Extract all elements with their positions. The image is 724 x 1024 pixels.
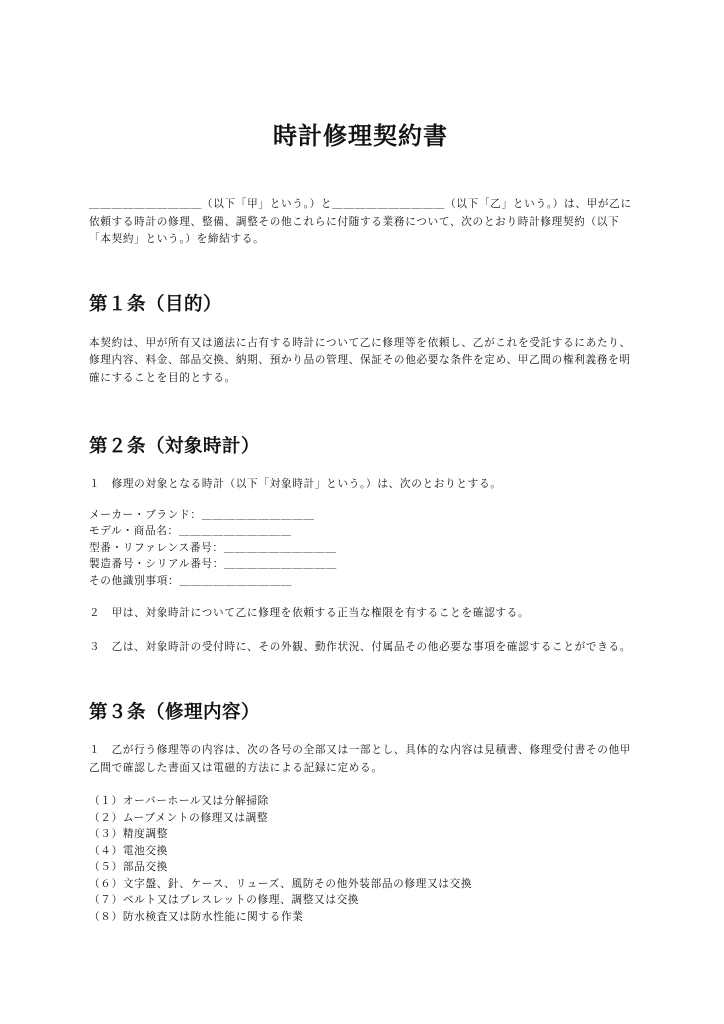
article-3-section [89,701,632,925]
list-item: （４）電池交換 [89,844,169,857]
list-item: （３）精度調整 [89,828,169,840]
field-serial-number: 製造番号・シリアル番号：＿＿＿＿＿＿＿＿＿＿ [89,558,338,570]
field-other-identification: その他識別事項：＿＿＿＿＿＿＿＿＿＿ [89,574,293,587]
article-2-paragraph-1: １ 修理の対象となる時計（以下「対象時計」という。）は、次のとおりとする。 [89,478,502,490]
article-3-paragraph-1: １ 乙が行う修理等の内容は、次の各号の全部又は一部とし、具体的な内容は見積書、修理受付書その他甲乙間で確認した書面又は電磁的方法による記録に定める。 [89,744,632,774]
list-item: （２）ムーブメントの修理又は調整 [89,811,269,824]
list-item: （８）防水検査又は防水性能に関する作業 [89,910,304,923]
list-item: （５）部品交換 [89,861,169,873]
article-2-paragraph-3: ３ 乙は、対象時計の受付時に、その外観、動作状況、付属品その他必要な事項を確認することができる。 [89,640,632,653]
article-1-section [89,293,632,388]
list-item: （１）オーバーホール又は分解掃除 [89,795,269,807]
document-title: 時計修理契約書 [273,122,448,150]
field-maker-brand: メーカー・ブランド：＿＿＿＿＿＿＿＿＿＿ [89,508,315,521]
article-2-heading: 第２条（対象時計） [89,436,261,457]
field-reference-number: 型番・リファレンス番号：＿＿＿＿＿＿＿＿＿＿ [89,541,337,554]
article-3-heading: 第３条（修理内容） [89,702,261,723]
article-1-heading: 第１条（目的） [89,293,223,315]
preamble-paragraph: ＿＿＿＿＿＿＿＿＿＿（以下「甲」という。）と＿＿＿＿＿＿＿＿＿＿（以下「乙」という。）は、甲が乙に依頼する時計の修理、整備、調整その他これらに付随する業務について、次のとおり時計修理契約（以下「本契約」という。）を締結する。 [89,198,632,245]
article-1-body: 本契約は、甲が所有又は適法に占有する時計について乙に修理等を依頼し、乙がこれを受託するにあたり、修理内容、料金、部品交換、納期、預かり品の管理、保証その他必要な条件を定め、甲乙間の権利義務を明確にすることを目的とする。 [89,336,631,384]
article-2-paragraph-2: ２ 甲は、対象時計について乙に修理を依頼する正当な権限を有することを確認する。 [89,607,530,619]
list-item: （７）ベルト又はブレスレットの修理、調整又は交換 [89,894,360,906]
list-item: （６）文字盤、針、ケース、リューズ、風防その他外装部品の修理又は交換 [89,877,473,890]
field-model-name: モデル・商品名：＿＿＿＿＿＿＿＿＿＿ [89,525,292,537]
repair-items-list [89,793,632,925]
article-2-section [89,435,632,656]
watch-identification-fields [89,507,632,590]
